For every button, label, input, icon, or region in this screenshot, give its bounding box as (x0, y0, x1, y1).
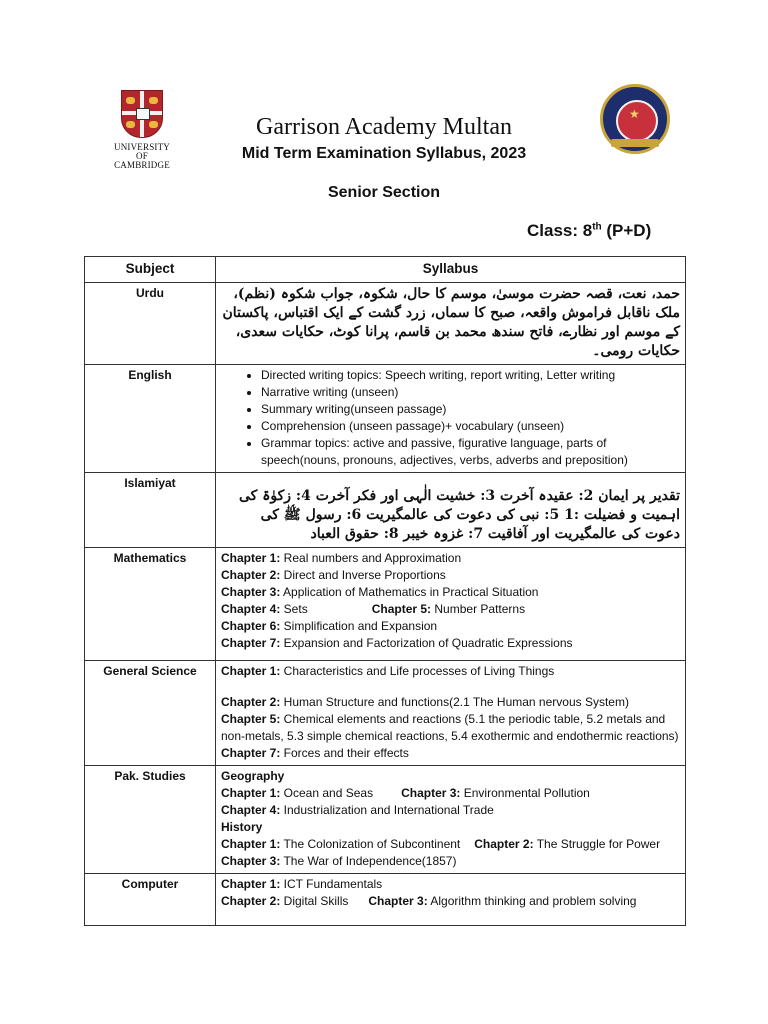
chapter-line: Chapter 1: Real numbers and Approximation (221, 551, 462, 565)
geography-heading: Geography (221, 769, 285, 783)
row-pak-studies (85, 766, 686, 874)
chapter-line: Chapter 5: Chemical elements and reactions (5.1 the periodic table, 5.2 metals and non-metals, 5.3 simple chemical reactions, 5.4 exothermic and endothermic reactions) (221, 712, 679, 743)
subject-general-science: General Science (85, 661, 216, 766)
subject-computer: Computer (85, 874, 216, 926)
chapter-line: Chapter 6: Simplification and Expansion (221, 619, 438, 633)
syllabus-table (84, 256, 686, 926)
row-english (85, 365, 686, 473)
chapter-line: Chapter 7: Expansion and Factorization of Quadratic Expressions (221, 636, 573, 650)
header-subject: Subject (85, 257, 216, 283)
pak-studies-syllabus (216, 766, 686, 874)
chapter-line: Chapter 1: Ocean and Seas Chapter 3: Environmental Pollution (221, 786, 590, 800)
chapter-line: Chapter 2: Human Structure and functions(2.1 The Human nervous System) (221, 695, 629, 709)
row-computer (85, 874, 686, 926)
general-science-syllabus (216, 661, 686, 766)
exam-title: Mid Term Examination Syllabus, 2023 (241, 145, 527, 162)
subject-pak-studies: Pak. Studies (85, 766, 216, 874)
chapter-line: Chapter 3: The War of Independence(1857) (221, 854, 457, 868)
chapter-line: Chapter 1: ICT Fundamentals (221, 877, 383, 891)
school-name: Garrison Academy Multan (256, 114, 512, 140)
chapter-line: Chapter 1: The Colonization of Subcontinent Chapter 2: The Struggle for Power (221, 837, 661, 851)
islamiyat-syllabus: تقدیر پر ایمان 2: عقیدہ آخرت 3: خشیت الٰہی اور فکر آخرت 4: زکوٰۃ کی اہمیت و فضیلت :1 5: نبی کی دعوت کی عالمگیریت 6: رسول ﷺ کی دعوت کی عالمگیریت اور آفاقیت 7: غزوہ خیبر 8: حقوق العباد (216, 473, 686, 548)
class-label: Class: 8th (P+D) (527, 221, 652, 240)
mathematics-syllabus (216, 548, 686, 661)
table-header-row (85, 257, 686, 283)
list-item: • Grammar topics: active and passive, figurative language, parts of speech(nouns, pronouns, adjectives, verbs, adverbs and preposition) (261, 435, 680, 469)
chapter-line: Chapter 2: Direct and Inverse Proportions (221, 568, 446, 582)
subject-islamiyat: Islamiyat (85, 473, 216, 548)
urdu-syllabus: حمد، نعت، قصہ حضرت موسیٰ، موسم کا حال، شکوہ، جواب شکوہ (نظم)، ملک ناقابل فراموش واقعہ، صبح کا سماں، زرد گشت کے ایک اقتباس، پاکستان کے موسم اور نظارے، فاتح سندھ محمد بن قاسم، پرانا کوٹ، حکایات سعدی، حکایات رومی۔ (216, 283, 686, 365)
chapter-line: Chapter 1: Characteristics and Life processes of Living Things (221, 664, 555, 678)
row-urdu (85, 283, 686, 365)
chapter-line: Chapter 4: Industrialization and International Trade (221, 803, 494, 817)
chapter-line: Chapter 7: Forces and their effects (221, 746, 409, 760)
garrison-academy-crest-icon: ★ (600, 84, 670, 154)
list-item: • Directed writing topics: Speech writing, report writing, Letter writing (261, 367, 680, 384)
english-syllabus (216, 365, 686, 473)
header-syllabus: Syllabus (216, 257, 686, 283)
list-item: • Summary writing(unseen passage) (261, 401, 680, 418)
chapter-line: Chapter 3: Application of Mathematics in Practical Situation (221, 585, 539, 599)
row-general-science (85, 661, 686, 766)
list-item: • Comprehension (unseen passage)+ vocabulary (unseen) (261, 418, 680, 435)
history-heading: History (221, 820, 263, 834)
subject-english: English (85, 365, 216, 473)
row-islamiyat (85, 473, 686, 548)
chapter-line: Chapter 4: Sets Chapter 5: Number Patterns (221, 602, 526, 616)
subject-urdu: Urdu (85, 283, 216, 365)
section-title: Senior Section (327, 184, 441, 201)
subject-mathematics: Mathematics (85, 548, 216, 661)
university-wordmark: UNIVERSITY OF CAMBRIDGE (114, 142, 170, 170)
list-item: • Narrative writing (unseen) (261, 384, 680, 401)
computer-syllabus (216, 874, 686, 926)
chapter-line: Chapter 2: Digital Skills Chapter 3: Algorithm thinking and problem solving (221, 894, 637, 908)
row-mathematics (85, 548, 686, 661)
